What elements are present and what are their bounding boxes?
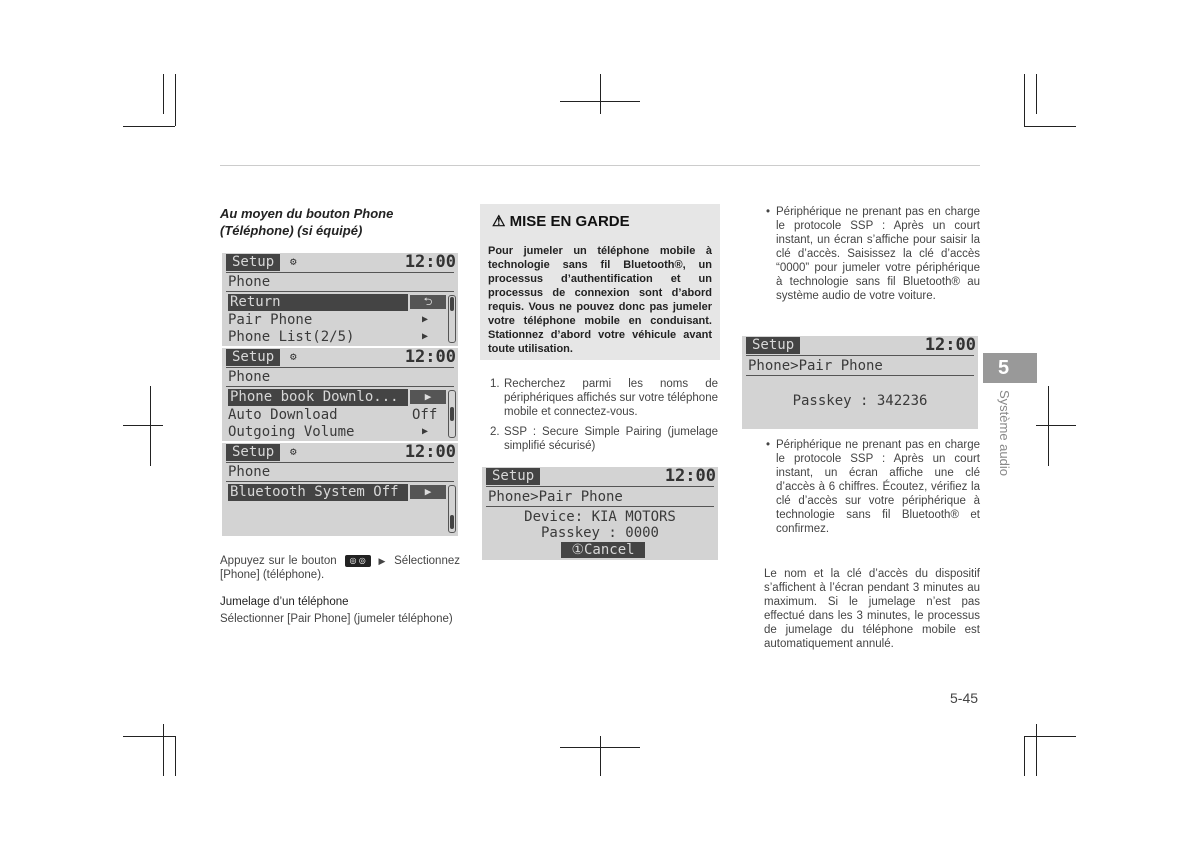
play-arrow-icon: ▶ <box>422 426 429 437</box>
crop-mark <box>123 126 175 127</box>
clock: 12:00 <box>404 348 456 367</box>
scroll-thumb[interactable] <box>450 407 454 421</box>
passkey-screen <box>742 336 978 429</box>
page-number: 5-45 <box>950 690 979 706</box>
divider <box>486 486 714 487</box>
step-text: SSP : Secure Simple Pairing (jumelage simplifié sécurisé) <box>504 426 718 452</box>
header-rule <box>220 165 980 166</box>
step-number: 1. <box>490 378 500 390</box>
menu-item-auto-download[interactable]: Auto Download <box>228 407 338 423</box>
divider <box>226 462 454 463</box>
crop-mark <box>175 74 176 126</box>
setup-tag: Setup <box>226 444 280 461</box>
warning-triangle-icon: ⚠ <box>492 213 510 230</box>
divider <box>226 291 454 292</box>
clock: 12:00 <box>404 443 456 462</box>
return-icon[interactable]: ⮌ <box>410 295 446 309</box>
bullet-icon: • <box>766 439 771 451</box>
crop-mark <box>1024 126 1076 127</box>
crop-mark <box>163 74 164 114</box>
screen-title: Phone <box>228 369 271 385</box>
menu-item-pair-phone[interactable]: Pair Phone <box>228 312 313 328</box>
bullet-text: Périphérique ne prenant pas en charge le protocole SSP : Après un court instant, un écran s’affiche pour saisir la clé d’accès. Saisissez la clé d’accès “0000” pour jumeler votre périphérique à technologie sans fil Bluetooth® au système audio de votre voiture. <box>776 206 980 302</box>
play-arrow-icon: ▶ <box>378 556 387 566</box>
crop-mark <box>600 736 601 776</box>
screen-title: Phone <box>228 464 271 480</box>
crop-mark <box>600 74 601 114</box>
crop-mark <box>1024 736 1076 737</box>
gear-icon: ⚙ <box>290 350 297 363</box>
scroll-thumb[interactable] <box>450 515 454 529</box>
crop-mark <box>123 425 163 426</box>
screen-header <box>222 443 458 462</box>
divider <box>226 481 454 482</box>
warning-box <box>480 204 720 360</box>
play-arrow-icon: ▶ <box>422 331 429 342</box>
closing-paragraph: Le nom et la clé d’accès du dispositif s’affichent à l’écran pendant 3 minutes au maximum. Si le jumelage n’est pas effectué dans les 3 minutes, le processus de jumelage du téléphone mobile est automatiquement annulé. <box>764 568 980 650</box>
crop-mark <box>1036 74 1037 114</box>
crop-mark <box>1036 425 1076 426</box>
play-arrow-icon[interactable]: ▶ <box>410 390 446 404</box>
scrollbar[interactable] <box>448 485 456 533</box>
crop-mark <box>175 736 176 776</box>
divider <box>746 375 974 376</box>
scrollbar[interactable] <box>448 295 456 343</box>
setup-tag: Setup <box>226 254 280 271</box>
menu-item-phonebook-download[interactable]: Phone book Downlo... <box>228 389 408 406</box>
crop-mark <box>1036 724 1037 776</box>
setup-tag: Setup <box>226 349 280 366</box>
play-arrow-icon: ▶ <box>422 314 429 325</box>
setup-tag: Setup <box>746 337 800 354</box>
divider <box>226 386 454 387</box>
bullet-text: Périphérique ne prenant pas en charge le protocole SSP : Après un court instant, un écran affiche une clé d’accès à 6 chiffres. Écoutez, vérifiez la clé d’accès sur votre périphérique à technologie sans fil Bluetooth® et confirmez. <box>776 439 980 535</box>
warning-title-text: MISE EN GARDE <box>509 213 630 230</box>
crop-mark <box>123 736 175 737</box>
step-text: Recherchez parmi les noms de périphériques affichés sur votre téléphone mobile et connectez-vous. <box>504 378 718 418</box>
screen-title: Phone <box>228 274 271 290</box>
gear-icon: ⚙ <box>290 255 297 268</box>
screen-title: Phone>Pair Phone <box>748 358 883 374</box>
passkey: Passkey : 342236 <box>792 393 928 409</box>
cancel-button[interactable]: ①Cancel <box>561 542 645 558</box>
bullet-icon: • <box>766 206 771 218</box>
screen-title: Phone>Pair Phone <box>488 489 623 505</box>
crop-mark <box>1024 736 1025 776</box>
clock: 12:00 <box>664 467 716 486</box>
divider <box>226 367 454 368</box>
divider <box>486 506 714 507</box>
passkey: Passkey : 0000 <box>540 525 659 541</box>
menu-item-phone-list[interactable]: Phone List(2/5) <box>228 329 355 345</box>
menu-item-outgoing-volume[interactable]: Outgoing Volume <box>228 424 355 440</box>
menu-item-bluetooth-off[interactable]: Bluetooth System Off <box>228 484 408 501</box>
instruction-paragraph <box>220 554 460 582</box>
setup-tag: Setup <box>486 468 540 485</box>
chapter-tab: 5 <box>983 353 1037 383</box>
subheading: Jumelage d’un téléphone <box>220 596 349 608</box>
instruction-after: Sélectionnez [Phone] (téléphone). <box>220 555 460 581</box>
subtext: Sélectionner [Pair Phone] (jumeler téléphone) <box>220 613 453 625</box>
divider <box>746 355 974 356</box>
divider <box>226 272 454 273</box>
section-heading: Au moyen du bouton Phone (Téléphone) (si équipé) <box>220 206 394 238</box>
clock: 12:00 <box>404 253 456 272</box>
auto-download-value: Off <box>412 407 438 423</box>
step-number: 2. <box>490 426 500 438</box>
screen-header <box>222 253 458 272</box>
crop-mark <box>150 386 151 466</box>
clock: 12:00 <box>924 336 976 355</box>
screen-header <box>482 467 718 486</box>
step-item <box>490 425 720 455</box>
gear-icon: ⚙ <box>290 445 297 458</box>
chapter-label: Système audio <box>997 390 1012 476</box>
screen-header <box>222 348 458 367</box>
warning-text: Pour jumeler un téléphone mobile à technologie sans fil Bluetooth®, un processus d’authentification et un processus de connexion sont d’abord requis. Vous ne pouvez donc pas jumeler votre téléphone mobile en conduisant. Stationnez d’abord votre véhicule avant toute utilisation. <box>488 245 712 355</box>
screen-header <box>742 336 978 355</box>
phone-button-icon: ◎ ◎ <box>345 555 371 567</box>
play-arrow-icon[interactable]: ▶ <box>410 485 446 499</box>
device-name: Device: KIA MOTORS <box>524 509 676 525</box>
crop-mark <box>1048 386 1049 466</box>
instruction-before: Appuyez sur le bouton <box>220 555 337 567</box>
scroll-thumb[interactable] <box>450 297 454 311</box>
menu-item-return[interactable]: Return <box>228 294 408 311</box>
step-item <box>490 377 720 418</box>
scrollbar[interactable] <box>448 390 456 438</box>
phone-menu-screen-1 <box>222 253 458 346</box>
crop-mark <box>163 724 164 776</box>
warning-title <box>492 212 630 230</box>
phone-menu-screen-3 <box>222 443 458 536</box>
phone-menu-screen-2 <box>222 348 458 441</box>
crop-mark <box>1024 74 1025 126</box>
pair-phone-screen <box>482 467 718 560</box>
